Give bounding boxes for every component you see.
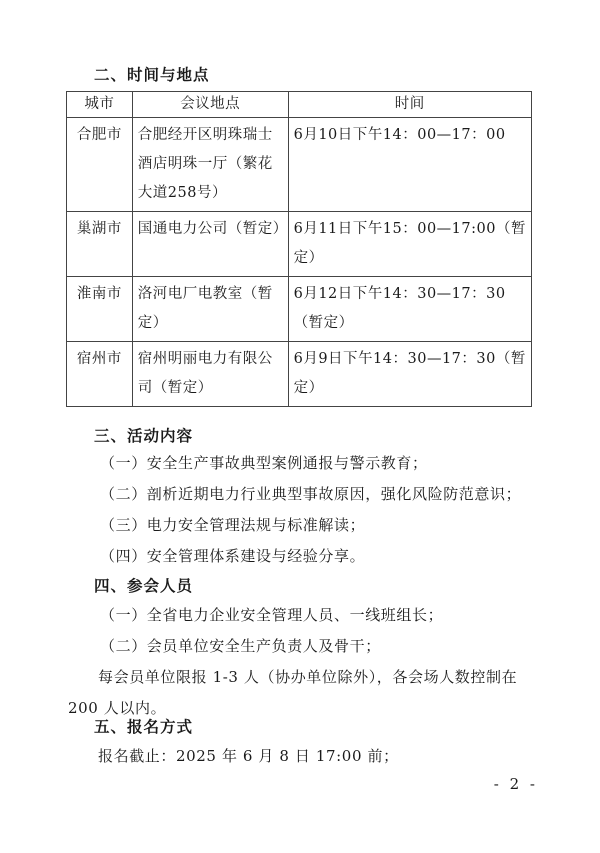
activity-item: （一）安全生产事故典型案例通报与警示教育； [100,454,428,472]
header-time: 时间 [288,92,531,118]
section-heading-registration: 五、报名方式 [94,717,194,736]
cell-time: 6月9日下午14：30—17：30（暂定） [288,342,531,407]
activity-item: （二）剖析近期电力行业典型事故原因，强化风险防范意识； [100,485,522,503]
activity-item: （三）电力安全管理法规与标准解读； [100,516,366,534]
cell-venue: 国通电力公司（暂定） [132,212,288,277]
section-heading-attendees: 四、参会人员 [94,576,194,595]
cell-venue: 洛河电厂电教室（暂定） [132,277,288,342]
table-row [67,118,532,212]
section-heading-time-location: 二、时间与地点 [94,65,210,84]
cell-city: 宿州市 [67,342,133,407]
attendee-item: （一）全省电力企业安全管理人员、一线班组长； [100,606,444,624]
attendee-item: （二）会员单位安全生产负责人及骨干； [100,637,381,655]
table-row [67,277,532,342]
header-venue: 会议地点 [132,92,288,118]
cell-city: 巢湖市 [67,212,133,277]
table-row [67,212,532,277]
cell-venue: 宿州明丽电力有限公司（暂定） [132,342,288,407]
activity-item: （四）安全管理体系建设与经验分享。 [100,547,366,565]
table-row [67,342,532,407]
section-heading-activities: 三、活动内容 [94,426,194,445]
registration-deadline: 报名截止：2025 年 6 月 8 日 17:00 前； [98,747,399,765]
schedule-table [66,91,532,407]
cell-time: 6月11日下午15：00—17:00（暂定） [288,212,531,277]
cell-time: 6月10日下午14：00—17：00 [288,118,531,212]
cell-city: 淮南市 [67,277,133,342]
cell-time: 6月12日下午14：30—17：30（暂定） [288,277,531,342]
attendee-note-line1: 每会员单位限报 1-3 人（协办单位除外），各会场人数控制在 [98,668,518,686]
attendee-note-line2: 200 人以内。 [68,699,167,717]
table-header-row [67,92,532,118]
cell-venue: 合肥经开区明珠瑞士酒店明珠一厅（繁花大道258号） [132,118,288,212]
page-number: - 2 - [493,775,538,793]
header-city: 城市 [67,92,133,118]
cell-city: 合肥市 [67,118,133,212]
